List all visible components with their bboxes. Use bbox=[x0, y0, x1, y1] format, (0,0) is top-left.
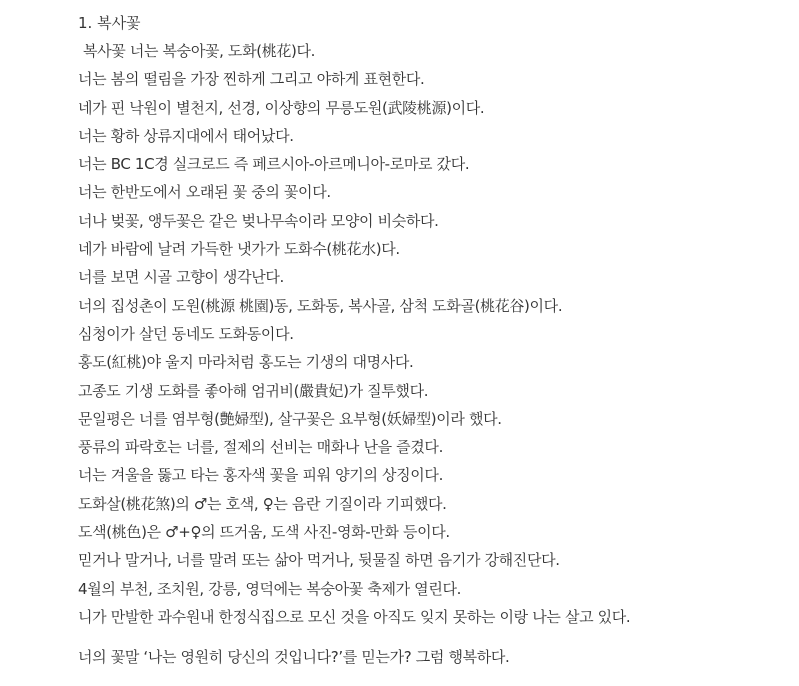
document-body bbox=[78, 9, 793, 672]
section-title: 1. 복사꽃 bbox=[78, 14, 141, 32]
text-line: 너의 집성촌이 도원(桃源 桃園)동, 도화동, 복사골, 삼척 도화골(桃花谷)이다. bbox=[78, 296, 563, 315]
text-line: 도색(桃色)은 ♂+♀의 뜨거움, 도색 사진-영화-만화 등이다. bbox=[78, 523, 450, 542]
paragraph-spacer bbox=[78, 631, 793, 643]
text-line: 풍류의 파락호는 너를, 절제의 선비는 매화나 난을 즐겼다. bbox=[78, 438, 443, 457]
text-line: 너는 한반도에서 오래된 꽃 중의 꽃이다. bbox=[78, 183, 331, 202]
text-line: 문일평은 너를 염부형(艶婦型), 살구꽃은 요부형(妖婦型)이라 했다. bbox=[78, 409, 502, 428]
text-line: 너는 BC 1C경 실크로드 즉 페르시아-아르메니아-로마로 갔다. bbox=[78, 155, 470, 174]
text-line: 너나 벚꽃, 앵두꽃은 같은 벚나무속이라 모양이 비슷하다. bbox=[78, 211, 439, 230]
text-line: 네가 바람에 날려 가득한 냇가가 도화수(桃花水)다. bbox=[78, 240, 400, 259]
text-line: 니가 만발한 과수원내 한정식집으로 모신 것을 아직도 잊지 못하는 이랑 나는 살고 있다. bbox=[78, 607, 631, 626]
text-line: 믿거나 말거나, 너를 말려 또는 삶아 먹거나, 뒷물질 하면 음기가 강해진단다. bbox=[78, 551, 560, 570]
text-line: 복사꽃 너는 복숭아꽃, 도화(桃花)다. bbox=[83, 42, 316, 60]
text-line: 너는 겨울을 뚫고 타는 홍자색 꽃을 피워 양기의 상징이다. bbox=[78, 466, 443, 485]
text-line: 홍도(紅桃)야 울지 마라처럼 홍도는 기생의 대명사다. bbox=[78, 353, 414, 372]
closing-line: 너의 꽃말 ‘나는 영원히 당신의 것입니다?’를 믿는가? 그럼 행복하다. bbox=[78, 648, 510, 667]
text-line: 너는 황하 상류지대에서 태어났다. bbox=[78, 126, 294, 145]
text-line: 너는 봄의 떨림을 가장 찐하게 그리고 야하게 표현한다. bbox=[78, 70, 425, 89]
text-line: 심청이가 살던 동네도 도화동이다. bbox=[78, 324, 294, 343]
text-line: 도화살(桃花煞)의 ♂는 호색, ♀는 음란 기질이라 기피했다. bbox=[78, 494, 447, 513]
text-line: 네가 핀 낙원이 별천지, 선경, 이상향의 무릉도원(武陵桃源)이다. bbox=[78, 98, 485, 117]
text-line: 너를 보면 시골 고향이 생각난다. bbox=[78, 268, 284, 287]
text-line: 고종도 기생 도화를 좋아해 엄귀비(嚴貴妃)가 질투했다. bbox=[78, 381, 429, 400]
text-line: 4월의 부천, 조치원, 강릉, 영덕에는 복숭아꽃 축제가 열린다. bbox=[78, 579, 462, 598]
